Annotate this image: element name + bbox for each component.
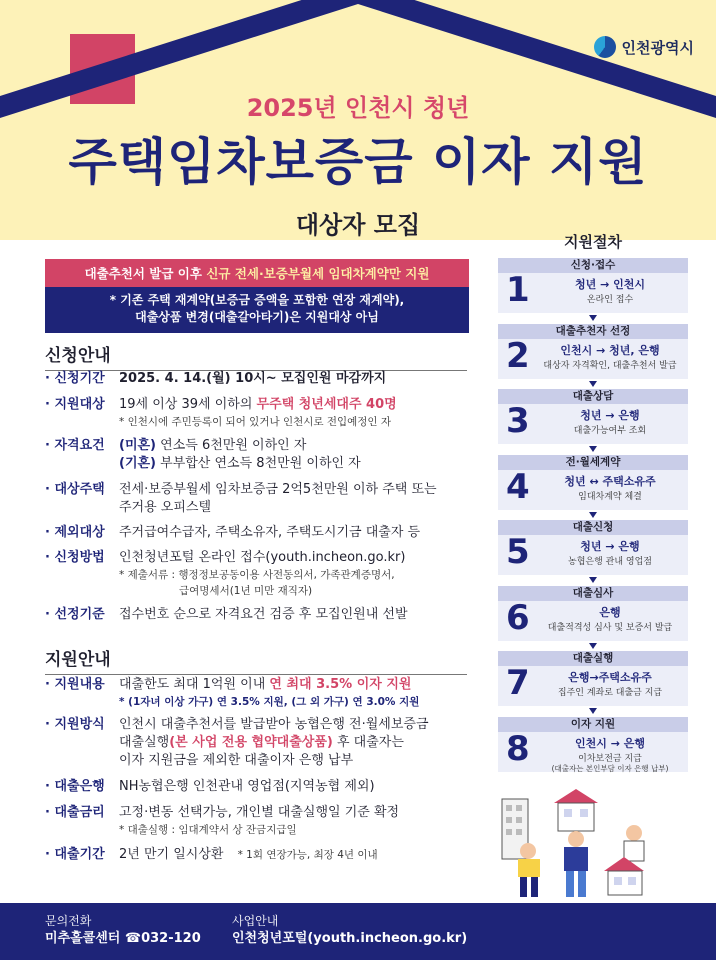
rate-note: * 대출실행 : 임대계약서 상 잔금지급일 [119,824,297,836]
footer-guide [232,913,467,947]
footer [0,903,716,960]
step-flow: 은행→주택소유주 [568,671,652,684]
step-number: 3 [506,401,530,441]
step-1 [498,258,688,313]
support-section-title: 지원안내 [45,645,467,675]
step-flow: 인천시 → 청년, 은행 [560,344,660,357]
step-detail: 대출가능여부 조회 [573,426,647,436]
notice-line-1 [45,259,469,287]
content-note: * (1자녀 이상 가구) 연 3.5% 지원, (그 외 가구) 연 3.0% 지원 [119,696,420,708]
content-value: 대출한도 최대 1억원 이내 [119,677,270,692]
term-value: 2년 만기 일시상환 [119,847,224,862]
method-note-1: * 제출서류 : 행정정보공동이용 사전동의서, 가족관계증명서, [119,569,395,581]
content-label: · 지원내용 [45,677,105,692]
step-flow: 인천시 → 은행 [574,737,645,750]
step-arrow-icon [589,512,597,518]
exclusion-value: 주거급여수급자, 주택소유자, 주택도시기금 대출자 등 [119,525,421,540]
step-flow: 청년 → 은행 [580,409,640,422]
step-number: 7 [506,663,530,703]
step-detail: 대상자 자격확인, 대출추천서 발급 [543,361,677,371]
step-2 [498,324,688,379]
step-header: 대출추천자 선정 [498,324,688,339]
support-bank-row [45,778,475,796]
footer-contact [45,913,201,947]
target-label: · 지원대상 [45,397,105,412]
rate-label: · 대출금리 [45,805,105,820]
step-header: 대출심사 [498,586,688,601]
step-6 [498,586,688,641]
step-arrow-icon [589,577,597,583]
step-number: 4 [506,467,530,507]
step-header: 대출상담 [498,389,688,404]
house-label: · 대상주택 [45,482,105,497]
step-detail: 이차보전금 지급 [578,754,642,764]
step-arrow-icon [589,446,597,452]
target-value: 19세 이상 39세 이하의 [119,397,257,412]
step-footnote: (대출자는 본인부담 이자 은행 납부) [551,764,669,773]
bank-label: · 대출은행 [45,779,105,794]
house-value-1: 전세·보증부월세 임차보증금 2억5천만원 이하 주택 또는 [119,482,437,497]
way-value-2a: 대출실행 [119,735,170,750]
step-number: 8 [506,729,530,769]
support-method-row [45,716,475,770]
qual-married-tag: (기혼) [119,456,156,471]
step-header: 이자 지원 [498,717,688,732]
step-header: 신청·접수 [498,258,688,273]
notice-line-3: 대출상품 변경(대출갈아타기)은 지원대상 아님 [135,310,379,324]
notice-line-2: * 기존 주택 재계약(보증금 증액을 포함한 연장 재계약), [109,293,405,307]
apply-qualification-row [45,437,475,473]
selection-label: · 선정기준 [45,607,105,622]
step-detail: 농협은행 관내 영업점 [568,557,652,567]
logo-text: 인천광역시 [621,38,694,57]
target-note: * 인천시에 주민등록이 되어 있거나 인천시로 전입예정인 자 [119,416,392,428]
apply-section-title: 신청안내 [45,341,467,371]
page-subtitle: 대상자 모집 [295,211,421,239]
house-value-2: 주거용 오피스텔 [119,500,212,515]
notice-box [45,259,469,333]
notice-line-1a: 대출추천서 발급 이후 [84,266,207,281]
step-number: 2 [506,336,530,376]
step-flow: 청년 ↔ 주택소유주 [564,475,656,488]
step-detail: 집주인 계좌로 대출금 지급 [557,688,663,698]
title-prefix: 2025년 인천시 청년 [246,94,470,122]
step-flow: 은행 [599,606,621,619]
notice-line-1b: 신규 전세·보증부월세 임대차계약만 지원 [206,266,430,281]
step-4 [498,455,688,510]
apply-method-row [45,549,475,599]
step-arrow-icon [589,315,597,321]
step-header: 전·월세계약 [498,455,688,470]
way-label: · 지원방식 [45,717,105,732]
step-detail: 온라인 접수 [586,295,634,305]
way-value-2b: (본 사업 전용 협약대출상품) [169,735,333,750]
step-7 [498,651,688,706]
apply-selection-row [45,606,475,624]
step-8 [498,717,688,772]
step-detail: 대출적격성 심사 및 보증서 발급 [547,623,673,633]
term-note: * 1회 연장가능, 최장 4년 이내 [237,849,378,861]
city-emblem-icon [594,36,616,58]
way-value-1: 인천시 대출추천서를 발급받아 농협은행 전·월세보증금 [119,717,429,732]
page-title: 주택임차보증금 이자 지원 [68,133,648,191]
period-value: 2025. 4. 14.(월) 10시~ 모집인원 마감까지 [119,371,387,386]
guide-label: 사업안내 [232,914,279,928]
method-note-2: 급여명세서(1년 미만 재직자) [179,585,313,597]
contact-value: 미추홀콜센터 ☎032-120 [45,931,201,946]
apply-period-row [45,370,475,388]
content-highlight: 연 최대 3.5% 이자 지원 [269,677,412,692]
bank-value: NH농협은행 인천관내 영업점(지역농협 제외) [119,779,375,794]
contact-label: 문의전화 [45,914,92,928]
step-5 [498,520,688,575]
steps-title: 지원절차 [564,233,622,251]
step-flow: 청년 → 은행 [580,540,640,553]
step-arrow-icon [589,381,597,387]
apply-exclusion-row [45,524,475,542]
step-header: 대출신청 [498,520,688,535]
step-number: 1 [506,270,530,310]
qual-single-value: 연소득 6천만원 이하인 자 [156,438,307,453]
qual-married-value: 부부합산 연소득 8천만원 이하인 자 [156,456,361,471]
exclusion-label: · 제외대상 [45,525,105,540]
support-term-row [45,846,475,864]
apply-target-row [45,396,475,430]
step-flow: 청년 → 인천시 [574,278,645,291]
qualification-label: · 자격요건 [45,438,105,453]
step-header: 대출실행 [498,651,688,666]
people-house-illustration [488,785,658,897]
period-label: · 신청기간 [45,371,105,386]
step-number: 5 [506,532,530,572]
method-label: · 신청방법 [45,550,105,565]
step-arrow-icon [589,643,597,649]
term-label: · 대출기간 [45,847,105,862]
target-highlight: 무주택 청년세대주 40명 [256,397,397,412]
rate-value: 고정·변동 선택가능, 개인별 대출실행일 기준 확정 [119,805,400,820]
support-content-row [45,676,475,710]
step-detail: 임대차계약 체결 [578,492,642,502]
method-value: 인천청년포털 온라인 접수(youth.incheon.go.kr) [119,550,406,565]
step-number: 6 [506,598,530,638]
selection-value: 접수번호 순으로 자격요건 검증 후 모집인원내 선발 [119,607,408,622]
qual-single-tag: (미혼) [119,438,156,453]
guide-link[interactable]: 인천청년포털(youth.incheon.go.kr) [232,931,468,946]
city-logo [594,36,694,58]
step-arrow-icon [589,708,597,714]
way-value-3: 이자 지원금을 제외한 대출이자 은행 납부 [119,753,354,768]
notice-exclusion [45,287,469,333]
way-value-2c: 후 대출자는 [332,735,404,750]
apply-house-row [45,481,475,517]
support-rate-row [45,804,475,838]
step-3 [498,389,688,444]
